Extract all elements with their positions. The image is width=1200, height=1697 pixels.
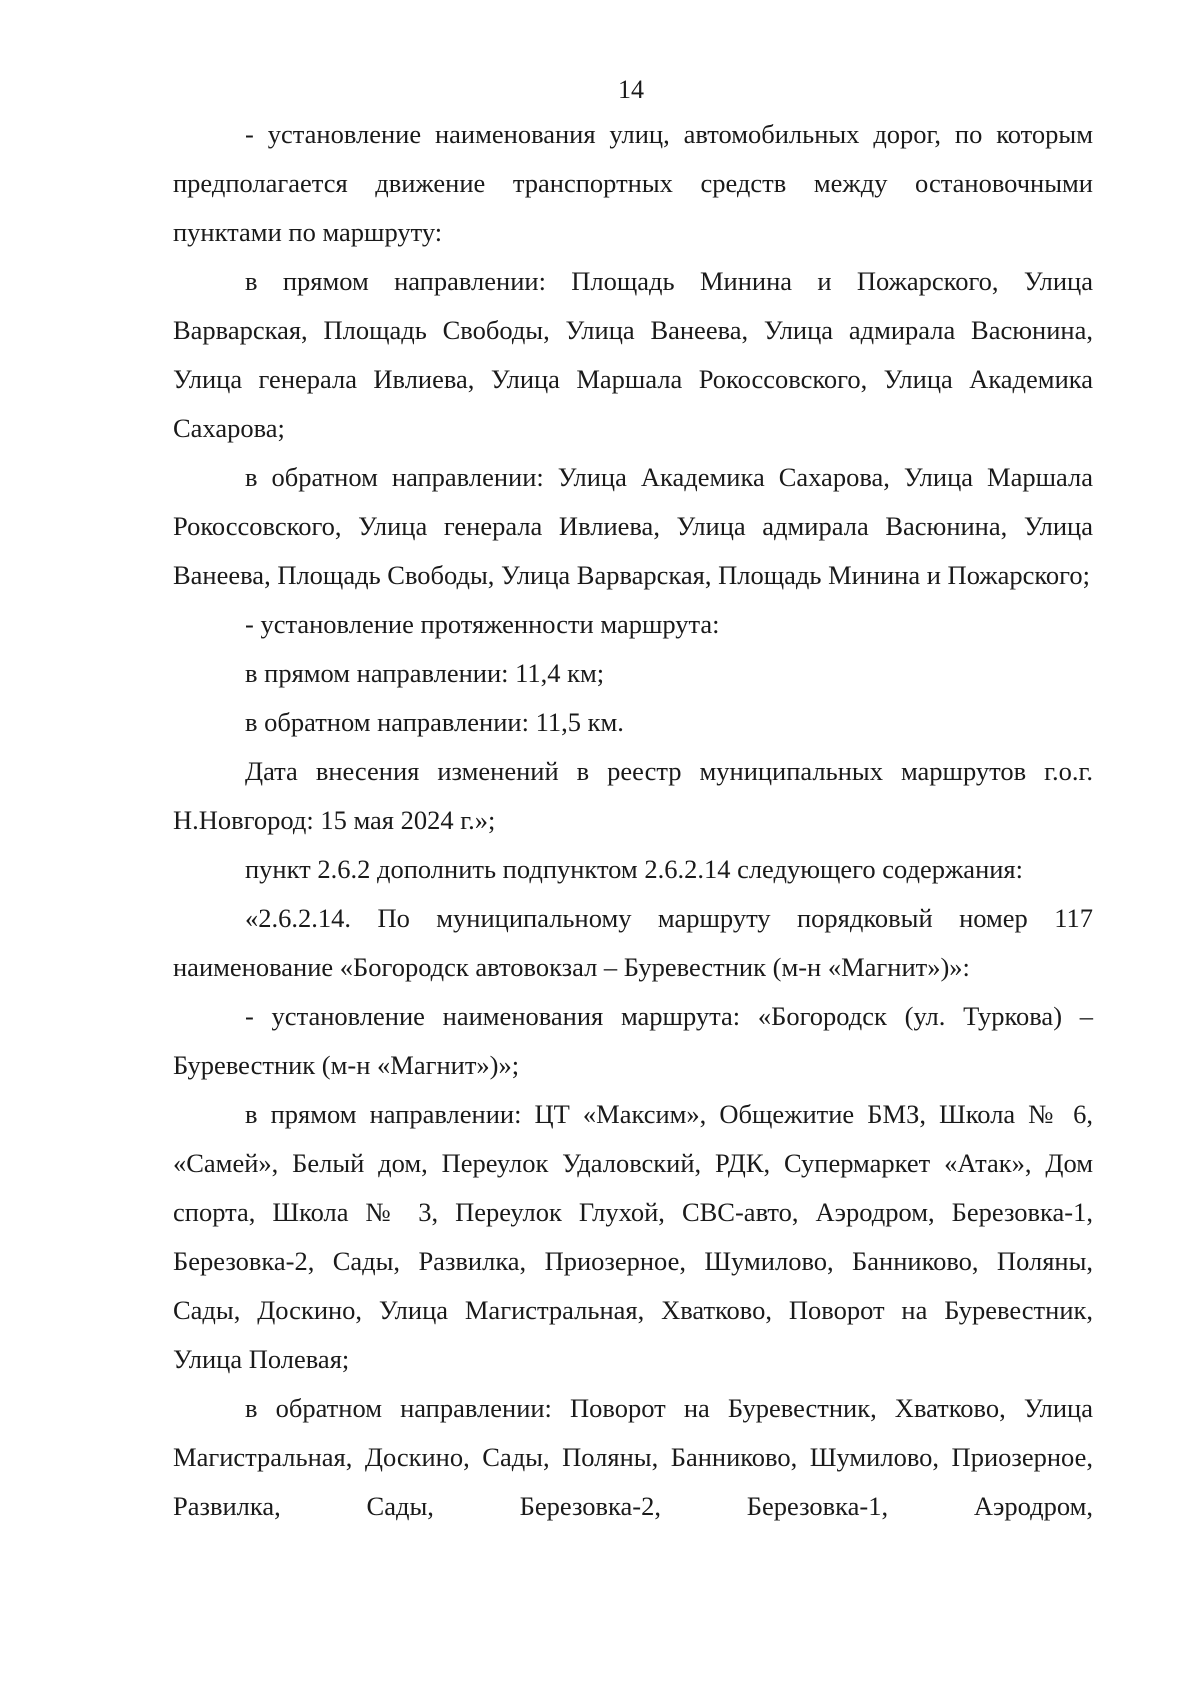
paragraph-amendment: пункт 2.6.2 дополнить подпунктом 2.6.2.14 следующего содержания: [245,854,1023,884]
paragraph-forward-stops: в прямом направлении: ЦТ «Максим», Общежитие БМЗ, Школа № 6, «Самей», Белый дом, Переулок Удаловский, РДК, Супермаркет «Атак», Дом спорта, Школа № 3, Переулок Глухой, СВС-авто, Аэродром, Березовка-1, Березовка-2, Сады, Развилка, Приозерное, Шумилово, Банниково, Поляны, Сады, Доскино, Улица Магистральная, Хватково, Поворот на Буревестник, Улица Полевая; [173,1099,1093,1374]
document-body [173,110,1093,1531]
paragraph-registry-date: Дата внесения изменений в реестр муниципальных маршрутов г.о.г. Н.Новгород: 15 мая 2024 г.»; [173,756,1093,835]
paragraph-route-117: «2.6.2.14. По муниципальному маршруту порядковый номер 117 наименование «Богородск автовокзал – Буревестник (м-н «Магнит»)»: [173,903,1093,982]
paragraph-reverse-stops: в обратном направлении: Поворот на Буревестник, Хватково, Улица Магистральная, Доскино, Сады, Поляны, Банниково, Шумилово, Приозерное, Развилка, Сады, Березовка-2, Березовка-1, Аэродром, [173,1393,1093,1521]
paragraph-route-length-intro: - установление протяженности маршрута: [245,609,720,639]
paragraph-forward-length: в прямом направлении: 11,4 км; [245,658,605,688]
paragraph-reverse-streets: в обратном направлении: Улица Академика Сахарова, Улица Маршала Рокоссовского, Улица генерала Ивлиева, Улица адмирала Васюнина, Улица Ванеева, Площадь Свободы, Улица Варварская, Площадь Минина и Пожарского; [173,462,1093,590]
paragraph-street-names-intro: - установление наименования улиц, автомобильных дорог, по которым предполагается движение транспортных средств между остановочными пунктами по маршруту: [173,119,1093,247]
paragraph-reverse-length: в обратном направлении: 11,5 км. [245,707,624,737]
paragraph-forward-streets: в прямом направлении: Площадь Минина и Пожарского, Улица Варварская, Площадь Свободы, Улица Ванеева, Улица адмирала Васюнина, Улица генерала Ивлиева, Улица Маршала Рокоссовского, Улица Академика Сахарова; [173,266,1093,443]
paragraph-route-name: - установление наименования маршрута: «Богородск (ул. Туркова) – Буревестник (м-н «Магнит»)»; [173,1001,1093,1080]
page-number: 14 [618,75,644,104]
